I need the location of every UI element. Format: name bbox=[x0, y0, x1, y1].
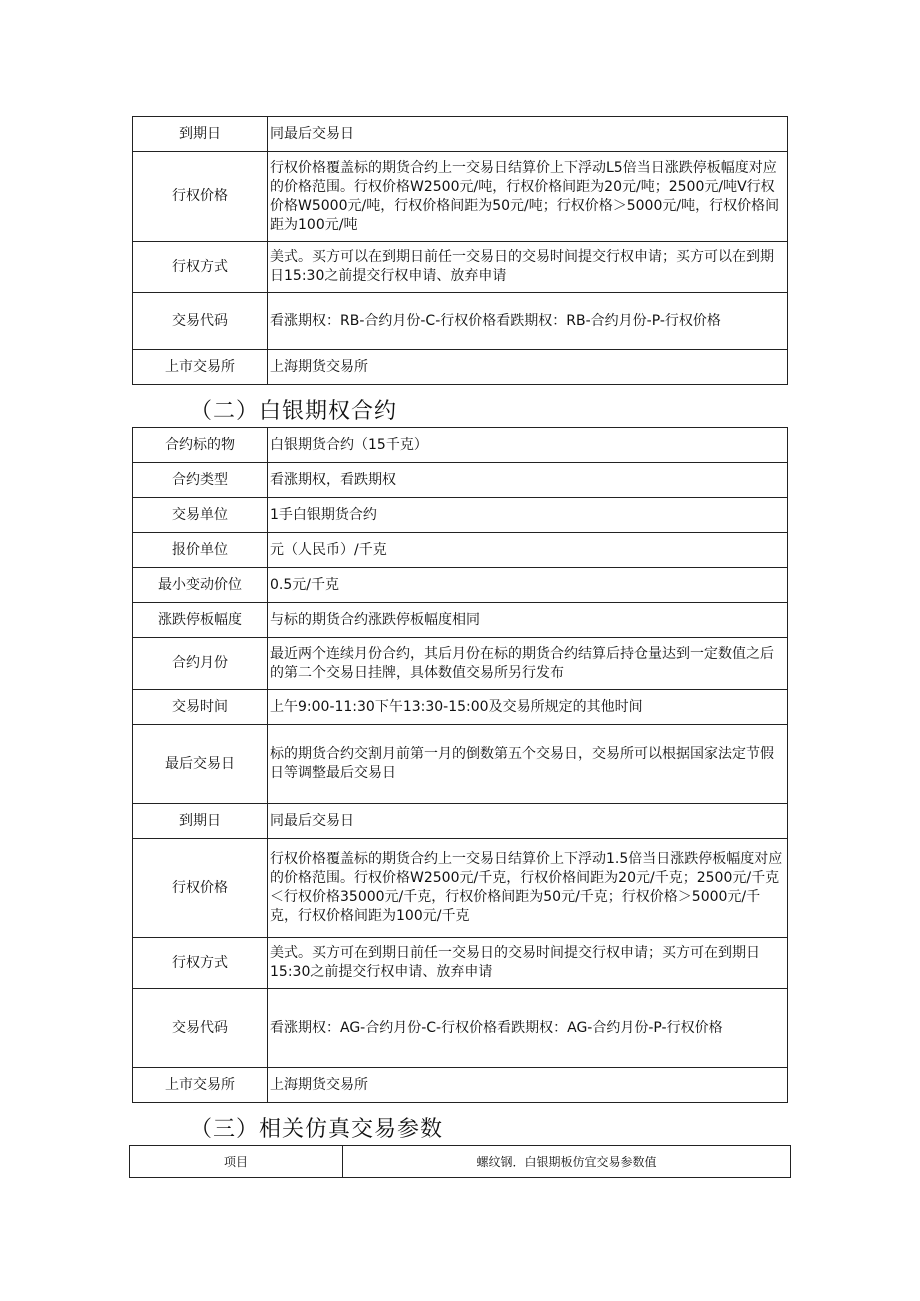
simulation-params-table bbox=[129, 1145, 791, 1178]
table-row bbox=[133, 152, 788, 242]
row-value: 上海期货交易所 bbox=[268, 350, 788, 385]
option-spec-table-silver bbox=[132, 427, 788, 1103]
option-spec-table-rebar bbox=[132, 116, 788, 385]
table-row bbox=[133, 350, 788, 385]
row-label: 行权价格 bbox=[133, 839, 268, 938]
row-value: 标的期货合约交割月前第一月的倒数第五个交易日，交易所可以根据国家法定节假日等调整最后交易日 bbox=[268, 725, 788, 804]
row-label: 上市交易所 bbox=[133, 350, 268, 385]
table-row bbox=[133, 242, 788, 293]
row-label: 合约标的物 bbox=[133, 428, 268, 463]
row-value: 上海期货交易所 bbox=[268, 1068, 788, 1103]
row-value: 元（人民币）/千克 bbox=[268, 533, 788, 568]
row-value: 美式。买方可以在到期日前任一交易日的交易时间提交行权申请；买方可以在到期日15:30之前提交行权申请、放弃申请 bbox=[268, 242, 788, 293]
table-row bbox=[133, 428, 788, 463]
section-heading-silver-options: （二）白银期权合约 bbox=[190, 399, 398, 424]
row-value: 白银期货合约（15千克） bbox=[268, 428, 788, 463]
table-header-row bbox=[130, 1146, 791, 1178]
row-label: 到期日 bbox=[133, 117, 268, 152]
row-value: 0.5元/千克 bbox=[268, 568, 788, 603]
table-row bbox=[133, 463, 788, 498]
row-value: 看涨期权：AG-合约月份-C-行权价格看跌期权：AG-合约月份-P-行权价格 bbox=[268, 989, 788, 1068]
table-row bbox=[133, 568, 788, 603]
table-row bbox=[133, 117, 788, 152]
row-value: 1手白银期货合约 bbox=[268, 498, 788, 533]
table-row bbox=[133, 725, 788, 804]
table-row bbox=[133, 533, 788, 568]
row-value: 同最后交易日 bbox=[268, 804, 788, 839]
table-row bbox=[133, 804, 788, 839]
row-label: 到期日 bbox=[133, 804, 268, 839]
table-row bbox=[133, 1068, 788, 1103]
row-value: 看涨期权：RB-合约月份-C-行权价格看跌期权：RB-合约月份-P-行权价格 bbox=[268, 293, 788, 350]
header-item: 项目 bbox=[130, 1146, 343, 1178]
row-value: 行权价格覆盖标的期货合约上一交易日结算价上下浮动1.5倍当日涨跌停板幅度对应的价格范围。行权价格W2500元/千克，行权价格间距为20元/千克；2500元/千克＜行权价格35000元/千克，行权价格间距为50元/千克；行权价格＞5000元/千克，行权价格间距为100元/千克 bbox=[268, 839, 788, 938]
row-label: 交易单位 bbox=[133, 498, 268, 533]
table-row bbox=[133, 989, 788, 1068]
row-label: 最后交易日 bbox=[133, 725, 268, 804]
row-value: 美式。买方可在到期日前任一交易日的交易时间提交行权申请；买方可在到期日15:30之前提交行权申请、放弃申请 bbox=[268, 938, 788, 989]
row-label: 最小变动价位 bbox=[133, 568, 268, 603]
row-value: 与标的期货合约涨跌停板幅度相同 bbox=[268, 603, 788, 638]
row-value: 同最后交易日 bbox=[268, 117, 788, 152]
row-value: 行权价格覆盖标的期货合约上一交易日结算价上下浮动L5倍当日涨跌停板幅度对应的价格范围。行权价格W2500元/吨，行权价格间距为20元/吨；2500元/吨V行权价格W5000元/吨，行权价格间距为50元/吨；行权价格＞5000元/吨，行权价格间距为100元/吨 bbox=[268, 152, 788, 242]
section-heading-simulation-params: （三）相关仿真交易参数 bbox=[190, 1117, 444, 1142]
row-label: 行权价格 bbox=[133, 152, 268, 242]
row-label: 行权方式 bbox=[133, 938, 268, 989]
row-value: 上午9:00-11:30下午13:30-15:00及交易所规定的其他时间 bbox=[268, 690, 788, 725]
table-row bbox=[133, 690, 788, 725]
row-label: 上市交易所 bbox=[133, 1068, 268, 1103]
row-label: 交易代码 bbox=[133, 989, 268, 1068]
header-value: 螺纹钢．白银期板仿宜交易参数值 bbox=[343, 1146, 791, 1178]
row-label: 行权方式 bbox=[133, 242, 268, 293]
row-label: 报价单位 bbox=[133, 533, 268, 568]
table-row bbox=[133, 498, 788, 533]
table-row bbox=[133, 293, 788, 350]
row-label: 涨跌停板幅度 bbox=[133, 603, 268, 638]
table-row bbox=[133, 603, 788, 638]
table-row bbox=[133, 839, 788, 938]
table-row bbox=[133, 938, 788, 989]
row-value: 最近两个连续月份合约，其后月份在标的期货合约结算后持仓量达到一定数值之后的第二个交易日挂牌，具体数值交易所另行发布 bbox=[268, 638, 788, 690]
row-label: 交易时间 bbox=[133, 690, 268, 725]
row-label: 交易代码 bbox=[133, 293, 268, 350]
row-label: 合约类型 bbox=[133, 463, 268, 498]
table-row bbox=[133, 638, 788, 690]
row-label: 合约月份 bbox=[133, 638, 268, 690]
row-value: 看涨期权，看跌期权 bbox=[268, 463, 788, 498]
